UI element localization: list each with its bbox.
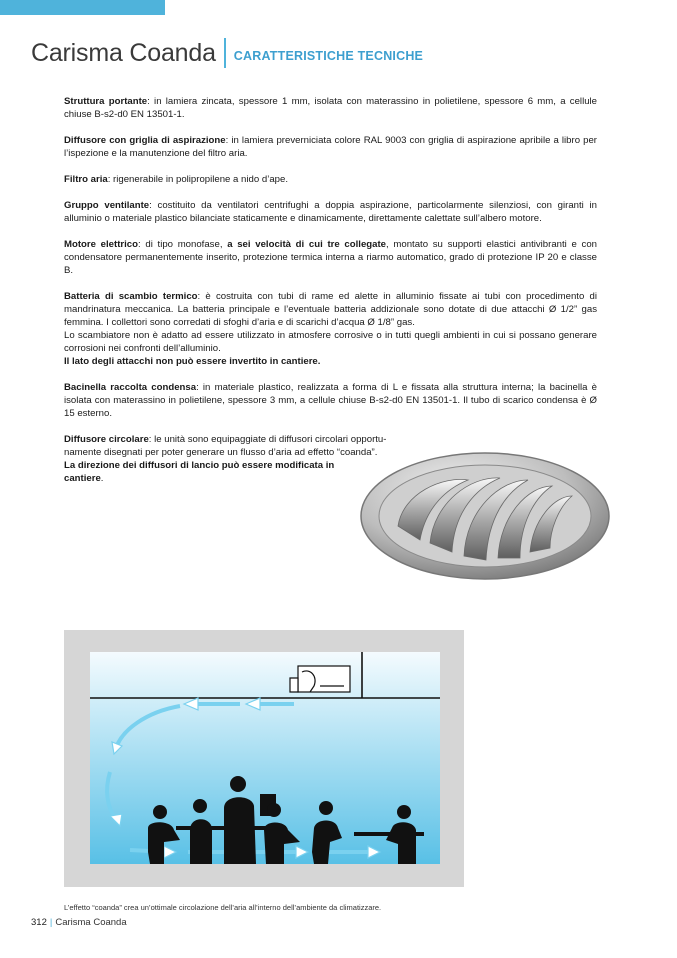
spec-motore: Motore elettrico: di tipo monofase, a sei velocità di cui tre collegate, montato su supporti elastici antivibranti e con condensatore permanentemente inserito, protezione termica interna a riarmo automatico, grado di protezione IP 20 e classe B.: [64, 239, 598, 276]
footer-separator: |: [49, 917, 53, 928]
spec-diffusore-circolare: Diffusore circolare: le unità sono equipaggiate di diffusori circolari opportu- namente disegnati per poter generare un flusso d’aria ad effetto “coanda”. La direzione dei diffusori di lancio può essere modificata in cantiere.: [64, 434, 387, 484]
coanda-effect-illustration: [64, 630, 464, 887]
spec-gruppo-ventilante: Gruppo ventilante: costituito da ventilatori centrifughi a doppia aspirazione, particolarmente silenziosi, con giranti in alluminio o materiale plastico bilanciate staticamente e dinamicamente, direttamente calettate sull’albero motore.: [64, 200, 598, 224]
spec-batteria: Batteria di scambio termico: è costruita con tubi di rame ed alette in alluminio fissate ai tubi con procedimento di mandrinatura meccanica. La batteria principale e l’eventuale batteria addizionale sono dotate di due attacchi Ø 1/2” gas femmina. I collettori sono corredati di sfoghi d’aria e di scarichi d’acqua Ø 1/8” gas. Lo scambiatore non è adatto ad essere utilizzato in atmosfere corrosive o in tutti quegli ambienti in cui si possano generare corrosioni nei confronti dell’alluminio. Il lato degli attacchi non può essere invertito in cantiere.: [64, 291, 597, 367]
page-header: [31, 36, 423, 70]
spec-bacinella: Bacinella raccolta condensa: in materiale plastico, realizzata a forma di L e fissata alla struttura interna; la bacinella è isolata con materassino in polietilene, spessore 3 mm, a cellule chiuse B-s2-d0 EN 13501-1. Il tubo di scarico condensa è Ø 15 esterno.: [64, 382, 597, 419]
ceiling-unit: [290, 666, 350, 692]
top-accent-bar: [0, 0, 165, 15]
page-number: 312: [31, 917, 47, 928]
section-subtitle: CARATTERISTICHE TECNICHE: [233, 49, 424, 63]
spec-diffusore-griglia: Diffusore con griglia di aspirazione: in lamiera preverniciata colore RAL 9003 con griglia di aspirazione apribile a libro per l’ispezione e la manutenzione del filtro aria.: [64, 135, 597, 159]
circular-diffuser-image: [358, 448, 613, 583]
footer-title: Carisma Coanda: [55, 917, 127, 928]
specs-text: [64, 95, 597, 498]
page-title: Carisma Coanda: [31, 38, 216, 67]
title-separator: [224, 38, 226, 68]
spec-struttura: Struttura portante: in lamiera zincata, spessore 1 mm, isolata con materassino in polietilene, spessore 6 mm, a cellule chiuse B-s2-d0 EN 13501-1.: [64, 96, 598, 120]
page-footer: [31, 917, 127, 928]
figure-caption: L’effetto “coanda” crea un’ottimale circolazione dell’aria all’interno dell’ambiente da climatizzare.: [64, 903, 382, 912]
spec-filtro: Filtro aria: rigenerabile in polipropilene a nido d’ape.: [64, 174, 288, 185]
